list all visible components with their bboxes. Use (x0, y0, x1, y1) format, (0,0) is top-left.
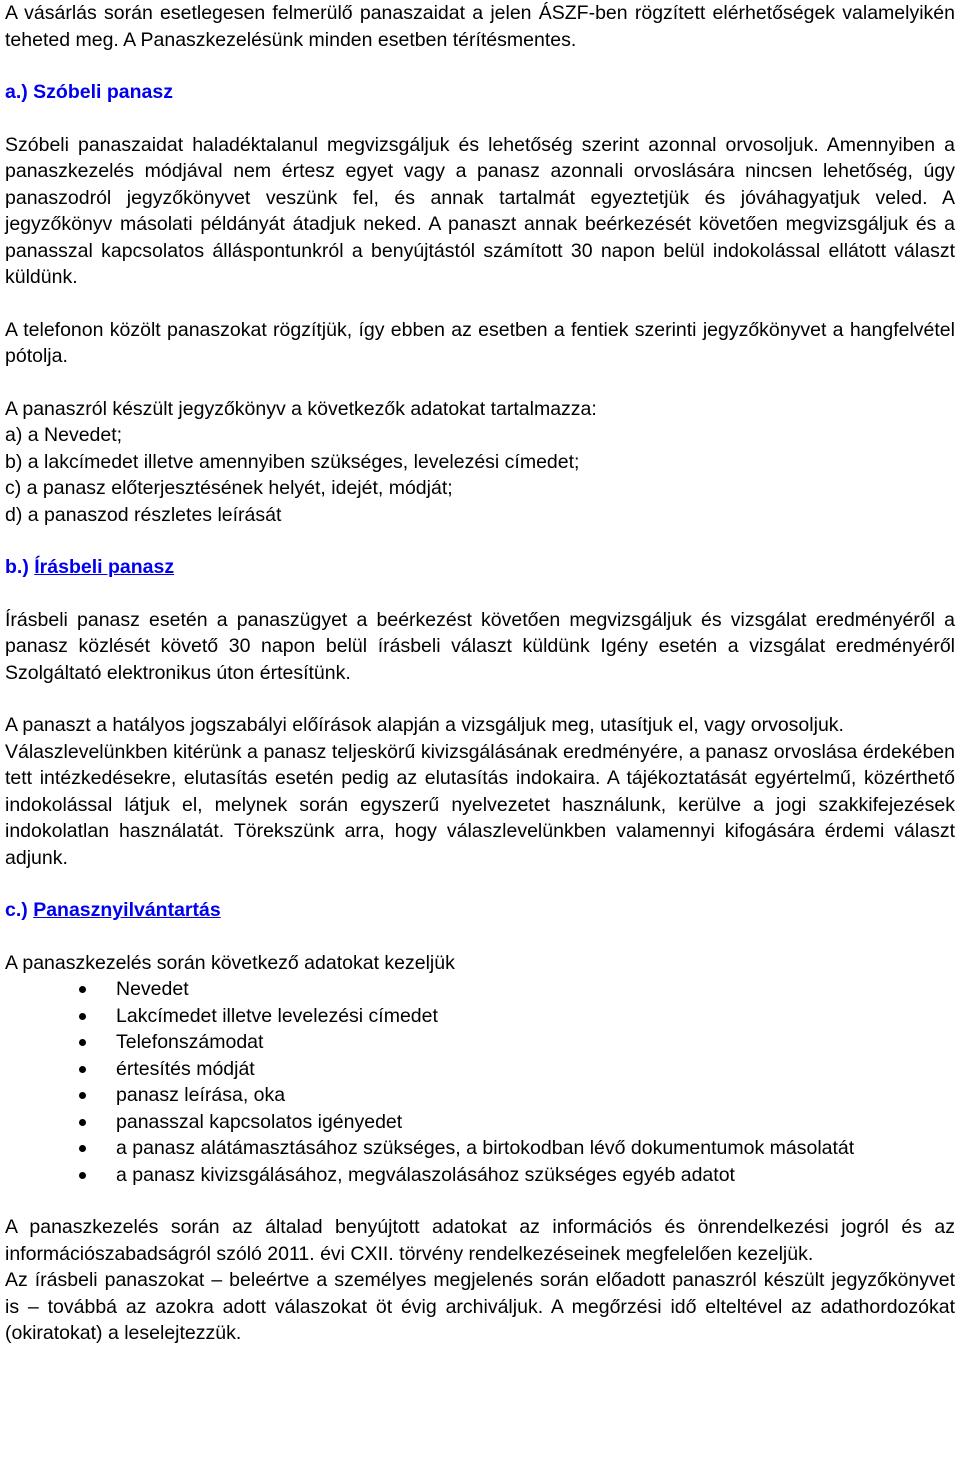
section-c-heading (5, 897, 955, 924)
list-item: Nevedet (5, 976, 955, 1003)
list-item: a panasz kivizsgálásához, megválaszolásához szükséges egyéb adatot (5, 1162, 955, 1189)
section-a-prefix: a. (5, 81, 22, 103)
bullet-icon (79, 1145, 86, 1152)
archiving-paragraph: Az írásbeli panaszokat – beleértve a személyes megjelenés során előadott panaszról készült jegyzőkönyvet is – továbbá az azokra adott válaszokat öt évig archiváljuk. A megőrzési idő elteltével az adathordozókat (okiratokat) a leselejtezzük. (5, 1269, 955, 1344)
oral-complaint-paragraph: Szóbeli panaszaidat haladéktalanul megvizsgáljuk és lehetőség szerint azonnal orvosoljuk. Amennyiben a panaszkezelés módjával nem értesz egyet vagy a panasz azonnali orvoslására nincsen lehetőség, úgy panaszodról jegyzőkönyvet veszünk fel, és annak tartalmát egyeztetjük és jóváhagyatjuk veled. A jegyzőkönyv másolati példányát átadjuk neked. A panaszt annak beérkezését követően megvizsgáljuk és a panasszal kapcsolatos álláspontunkról a benyújtástól számított 30 napon belül indokolással ellátott választ küldünk. (5, 133, 955, 288)
bullet-icon (79, 986, 86, 993)
registry-data-list (5, 976, 955, 1188)
section-c-title: Panasznyilvántartás (33, 899, 221, 921)
reply-letter-paragraph: Válaszlevelünkben kitérünk a panasz teljeskörű kivizsgálásának eredményére, a panasz orvoslása érdekében tett intézkedésekre, elutasítás esetén pedig az elutasítás indokaira. A tájékoztatását egyértelmű, közérthető indokolással látjuk el, melynek során egyszerű nyelvezetet használunk, kerülve a jogi szakkifejezések indokolatlan használatát. Törekszünk arra, hogy válaszlevelünkben valamennyi kifogására érdemi választ adjunk. (5, 740, 955, 869)
section-b-title: Írásbeli panasz (34, 556, 175, 578)
section-c-prefix: c.) (5, 899, 34, 921)
phone-complaint-paragraph: A telefonon közölt panaszokat rögzítjük, így ebben az esetben a fentiek szerinti jegyzőkönyvet a hangfelvétel pótolja. (5, 318, 955, 367)
list-item: panasszal kapcsolatos igényedet (5, 1109, 955, 1136)
written-complaint-paragraph: Írásbeli panasz esetén a panaszügyet a beérkezést követően megvizsgáljuk és vizsgálat eredményéről a panasz közlését követő 30 napon belül írásbeli választ küldünk Igény esetén a vizsgálat eredményéről Szolgáltató elektronikus úton értesítünk. (5, 608, 955, 684)
registry-intro: A panaszkezelés során következő adatokat kezeljük (5, 951, 455, 974)
list-item: értesítés módját (5, 1056, 955, 1083)
section-b-heading (5, 554, 955, 581)
record-contents-intro: A panaszról készült jegyzőkönyv a következők adatokat tartalmazza: (5, 397, 597, 420)
bullet-icon (79, 1119, 86, 1126)
data-protection-paragraph: A panaszkezelés során az általad benyújtott adatokat az információs és önrendelkezési jogról és az információszabadságról szóló 2011. évi CXII. törvény rendelkezéseinek megfelelően kezeljük. (5, 1216, 955, 1265)
list-item: panasz leírása, oka (5, 1082, 955, 1109)
record-item-b: b) a lakcímedet illetve amennyiben szükséges, levelezési címedet; (5, 450, 580, 473)
section-a-title: ) Szóbeli panasz (21, 81, 173, 103)
bullet-icon (79, 1172, 86, 1179)
bullet-icon (79, 1013, 86, 1020)
list-item: Lakcímedet illetve levelezési címedet (5, 1003, 955, 1030)
legal-basis-paragraph: A panaszt a hatályos jogszabályi előírások alapján a vizsgáljuk meg, utasítjuk el, vagy orvosoljuk. (5, 714, 844, 736)
record-item-d: d) a panaszod részletes leírását (5, 503, 282, 526)
intro-paragraph: A vásárlás során esetlegesen felmerülő panaszaidat a jelen ÁSZF-ben rögzített elérhetőségek valamelyikén teheted meg. A Panaszkezelésünk minden esetben térítésmentes. (5, 2, 955, 51)
bullet-icon (79, 1092, 86, 1099)
list-item: a panasz alátámasztásához szükséges, a birtokodban lévő dokumentumok másolatát (5, 1135, 955, 1162)
bullet-icon (79, 1066, 86, 1073)
bullet-icon (79, 1039, 86, 1046)
section-a-heading (5, 79, 955, 106)
section-b-prefix: b.) (5, 556, 35, 578)
record-item-a: a) a Nevedet; (5, 424, 123, 446)
record-item-c: c) a panasz előterjesztésének helyét, idejét, módját; (5, 477, 453, 499)
document-page (5, 0, 955, 1347)
list-item: Telefonszámodat (5, 1029, 955, 1056)
